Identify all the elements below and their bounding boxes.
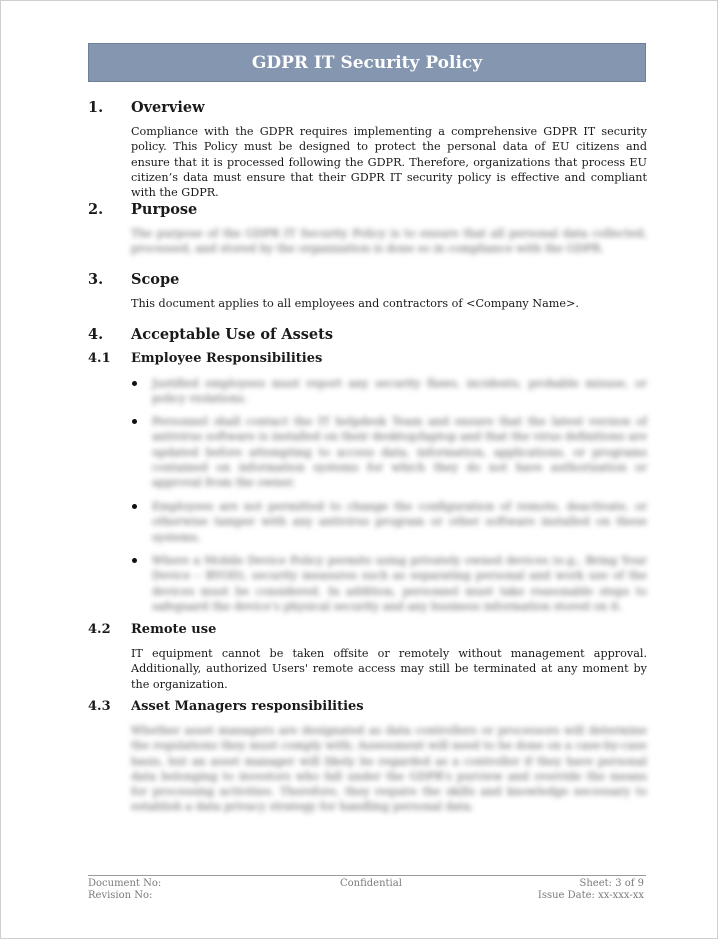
list-item: Where a Mobile Device Policy permits using privately owned devices (e.g., Bring Your Device – BYOD), security measures such as separating personal and work use of the devices must be considered. In addition, personnel must take reasonable steps to safeguard the device’s physical security and any business information stored on it.	[152, 554, 647, 613]
overview-paragraph: Compliance with the GDPR requires implementing a comprehensive GDPR IT security policy. This Policy must be designed to protect the personal data of EU citizens and ensure that it is processed following the GDPR. Therefore, organizations that process EU citizen’s data must ensure that their GDPR IT security policy is effective and compliant with the GDPR.	[131, 125, 647, 200]
list-item: Justified employees must report any security flaws, incidents, probable misuse, or policy violations.	[152, 377, 647, 406]
remote-use-paragraph: IT equipment cannot be taken offsite or remotely without management approval. Additionally, authorized Users' remote access may still be terminated at any moment by the organization.	[131, 647, 647, 691]
section-number: 2.	[88, 201, 104, 218]
subsection-title: Employee Responsibilities	[131, 351, 323, 366]
footer-sheet: Sheet: 3 of 9	[579, 878, 644, 889]
footer-divider	[88, 875, 646, 876]
subsection-number: 4.1	[88, 351, 111, 366]
scope-paragraph: This document applies to all employees and contractors of <Company Name>.	[131, 297, 579, 310]
section-number: 3.	[88, 271, 104, 288]
section-number: 4.	[88, 326, 104, 343]
subsection-title: Asset Managers responsibilities	[131, 699, 364, 714]
list-item: Personnel shall contact the IT helpdesk Team and ensure that the latest version of antivirus software is installed on their desktop/laptop and that the virus definitions are updated before attempting to access data, information, applications, or programs contained on information systems for which they do not have authorization or approval from the owner.	[152, 415, 647, 490]
bullet-icon	[132, 558, 137, 563]
bullet-icon	[132, 419, 137, 424]
section-number: 1.	[88, 99, 104, 116]
purpose-paragraph-blurred: The purpose of the GDPR IT Security Policy is to ensure that all personal data collected, processed, and stored by the organization is done so in compliance with the GDPR.	[131, 227, 647, 256]
subsection-number: 4.3	[88, 699, 111, 714]
asset-managers-paragraph-blurred: Whether asset managers are designated as data controllers or processors will determine the regulations they must comply with; Assessment will need to be done on a case-by-case basis, but an asset manager will likely be regarded as a controller if they have personal data belonging to investors who fall under the GDPR’s purview and override the means for processing activities. Therefore, they require the skills and knowledge necessary to establish a data privacy strategy for handling personal data.	[131, 724, 647, 814]
section-title: Scope	[131, 271, 180, 288]
subsection-number: 4.2	[88, 622, 111, 637]
document-title: GDPR IT Security Policy	[251, 52, 483, 73]
list-item: Employees are not permitted to change the configuration of remote, deactivate, or otherwise tamper with any antivirus program or other software installed on these systems.	[152, 500, 647, 544]
section-title: Acceptable Use of Assets	[131, 326, 333, 343]
footer-classification: Confidential	[340, 878, 402, 889]
footer-issue-date: Issue Date: xx-xxx-xx	[537, 890, 644, 901]
bullet-icon	[132, 381, 137, 386]
subsection-title: Remote use	[131, 622, 217, 637]
footer-document-no: Document No:	[88, 878, 162, 889]
section-title: Purpose	[131, 201, 198, 218]
section-title: Overview	[131, 99, 205, 116]
footer-revision-no: Revision No:	[88, 890, 153, 901]
document-title-bar	[88, 43, 646, 82]
bullet-icon	[132, 504, 137, 509]
